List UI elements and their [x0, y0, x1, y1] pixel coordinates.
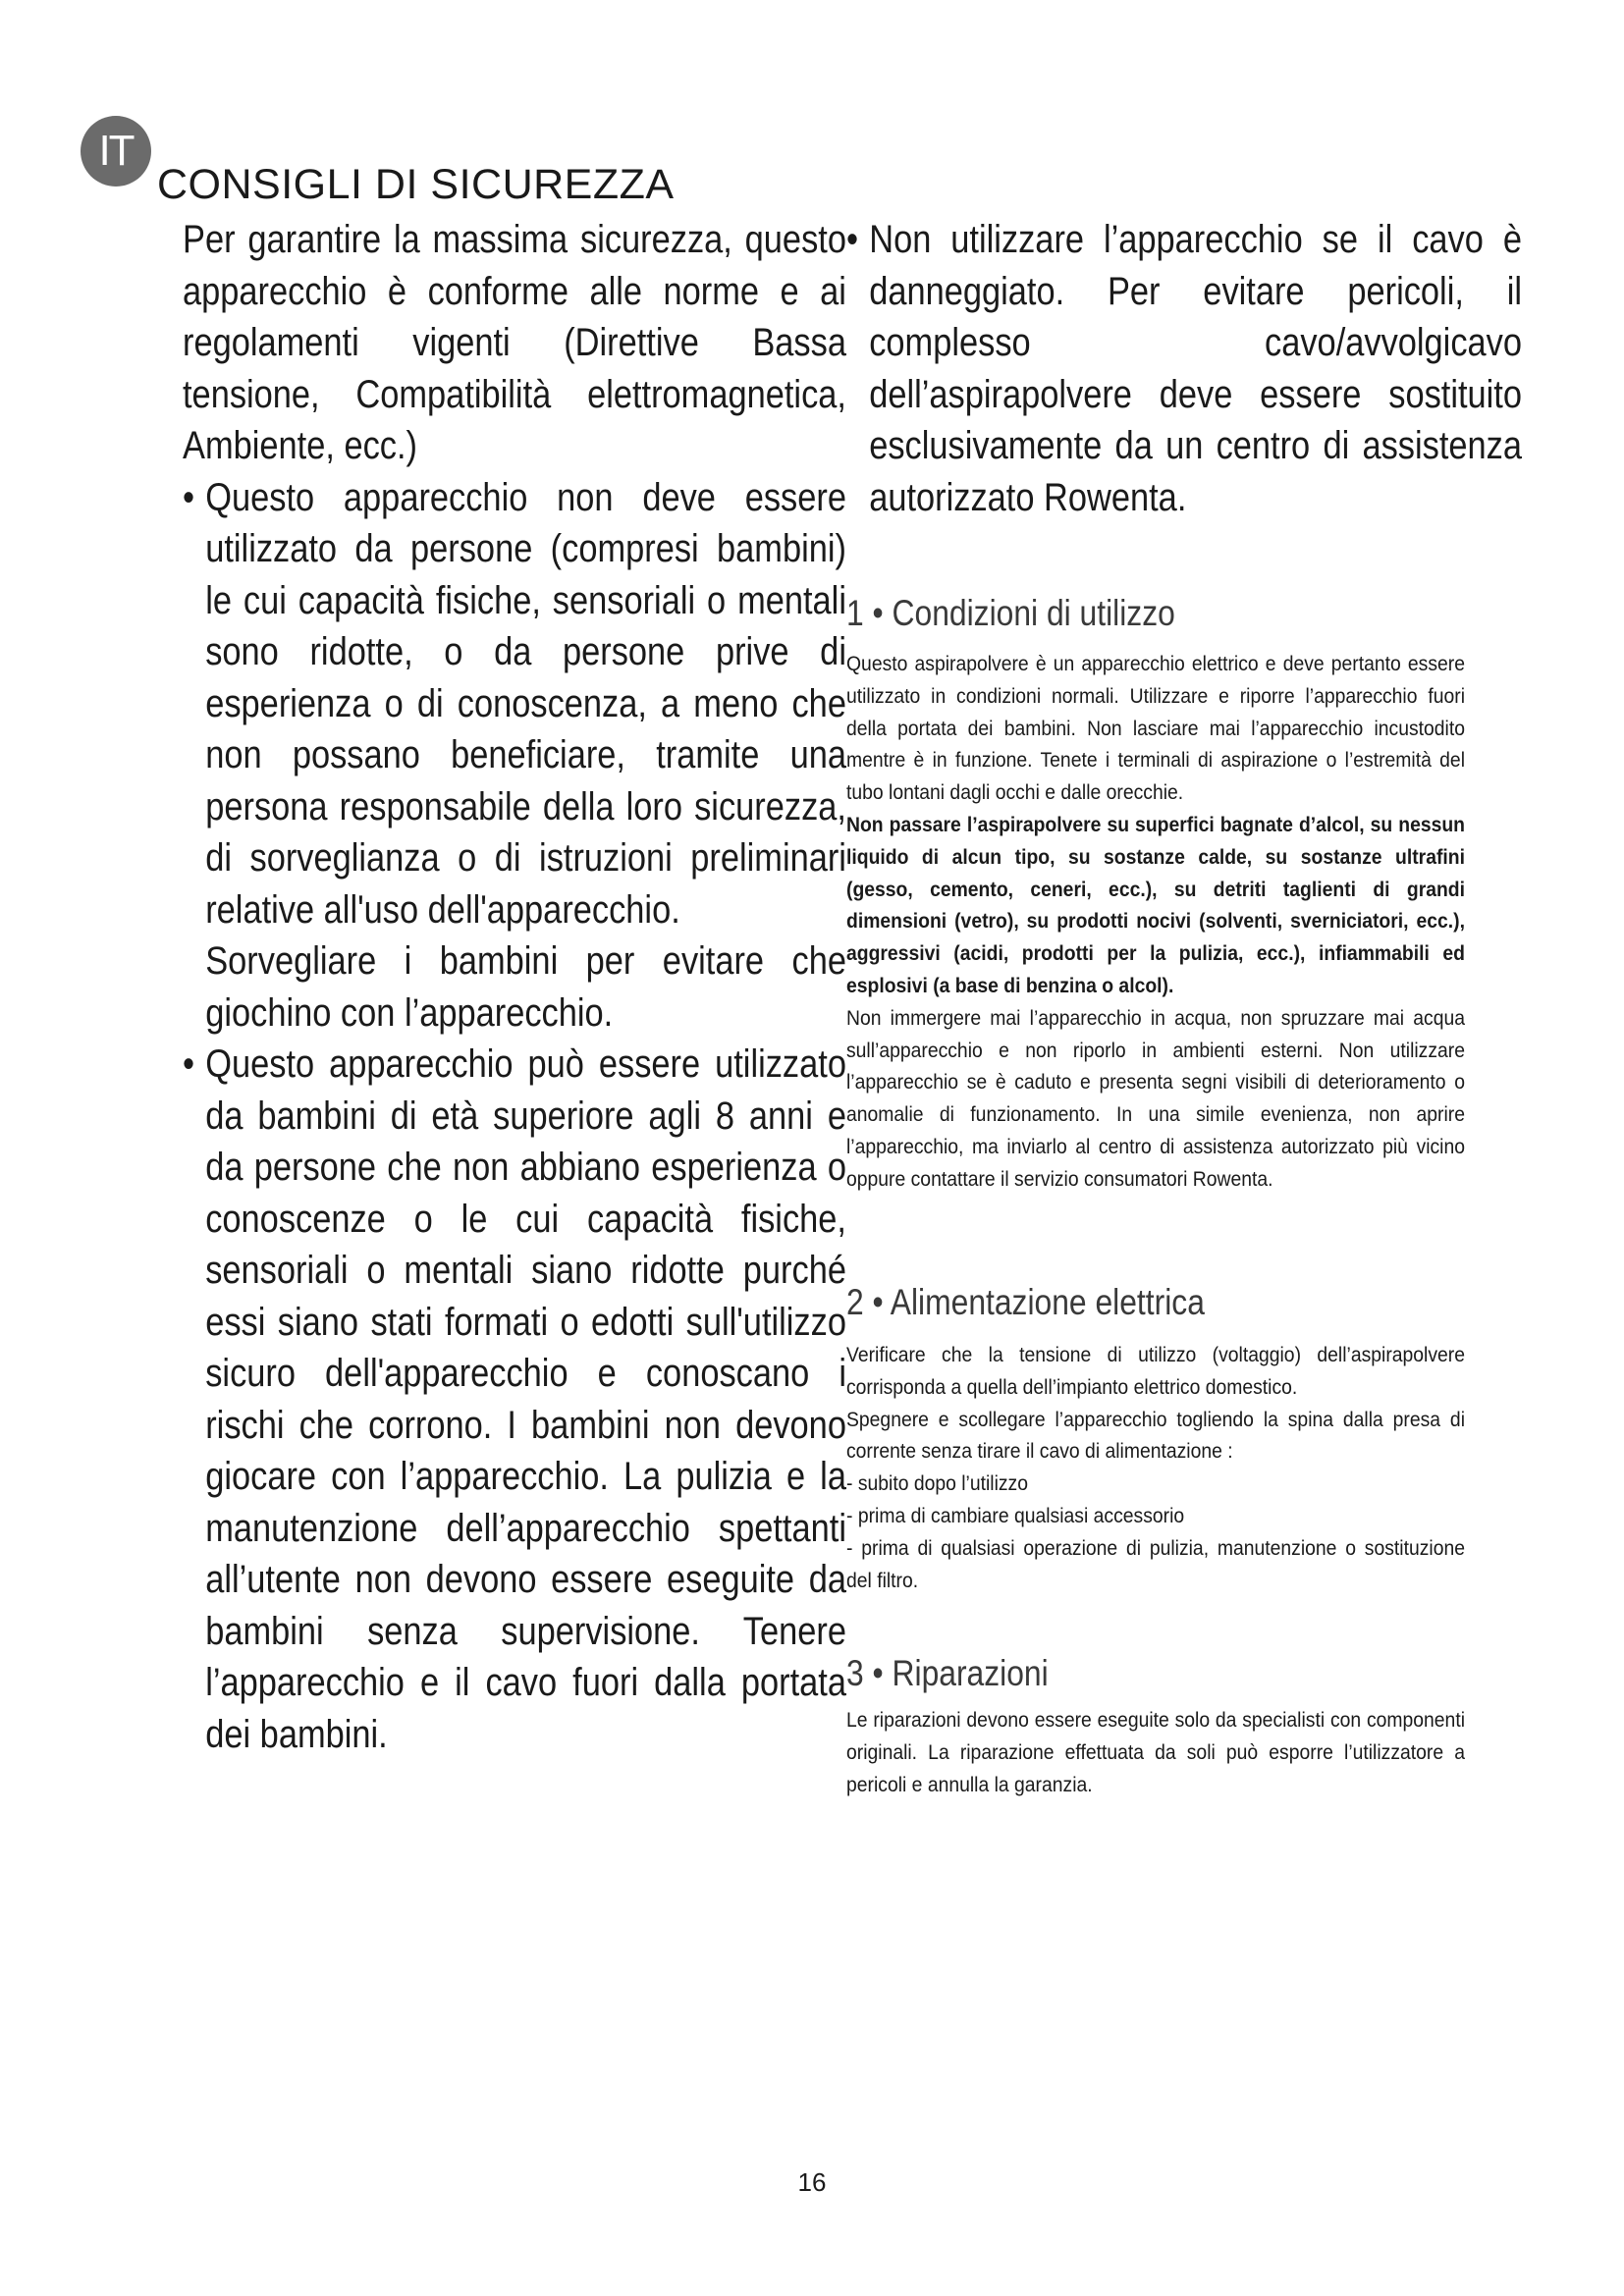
left-column [183, 214, 846, 1760]
power-paragraph: Verificare che la tensione di utilizzo (voltaggio) dell’aspirapolvere corrisponda a quella dell’impianto elettrico domestico. [846, 1343, 1465, 1399]
bullet-icon: • [846, 218, 859, 261]
list-item [183, 1039, 846, 1760]
intro-paragraph: Per garantire la massima sicurezza, questo apparecchio è conforme alle norme e ai regolamenti vigenti (Direttive Bassa tensione, Compatibilità elettromagnetica, Ambiente, ecc.) [183, 218, 846, 467]
list-item [183, 472, 846, 1040]
power-list-item: - subito dopo l’utilizzo [846, 1471, 1029, 1496]
usage-paragraph: Non immergere mai l’apparecchio in acqua, non spruzzare mai acqua sull’apparecchio e non riporlo in ambienti esterni. Non utilizzare l’apparecchio se è caduto e presenta segni visibili di deterioramento o anomalie di funzionamento. In una simile evenienza, non aprire l’apparecchio, ma inviarlo al centro di assistenza autorizzato più vicino oppure contattare il servizio consumatori Rowenta. [846, 1005, 1465, 1191]
bullet-followup-text: Sorvegliare i bambini per evitare che giochino con l’apparecchio. [205, 939, 846, 1035]
right-column [846, 214, 1520, 523]
bullet-icon: • [183, 475, 195, 519]
power-list-item: - prima di cambiare qualsiasi accessorio [846, 1503, 1185, 1527]
cable-warning-item [846, 214, 1522, 523]
section-heading-power: 2 • Alimentazione elettrica [846, 1282, 1205, 1322]
section-heading-usage: 1 • Condizioni di utilizzo [846, 593, 1175, 633]
repairs-paragraph: Le riparazioni devono essere eseguite solo da specialisti con componenti originali. La riparazione effettuata da soli può esporre l’utilizzatore a pericoli e annulla la garanzia. [846, 1708, 1465, 1796]
cable-warning-text: Non utilizzare l’apparecchio se il cavo è danneggiato. Per evitare pericoli, il complesso cavo/avvolgicavo dell’aspirapolvere deve essere sostituito esclusivamente da un centro di assistenza autorizzato Rowenta. [869, 218, 1522, 519]
usage-paragraph: Questo aspirapolvere è un apparecchio elettrico e deve pertanto essere utilizzato in condizioni normali. Utilizzare e riporre l’apparecchio fuori della portata dei bambini. Non lasciare mai l’apparecchio incustodito mentre è in funzione. Tenete i terminali di aspirazione o l’estremità del tubo lontani dagli occhi e dalle orecchie. [846, 652, 1465, 805]
power-paragraph: Spegnere e scollegare l’apparecchio togliendo la spina dalla presa di corrente senza tirare il cavo di alimentazione : [846, 1407, 1465, 1464]
section-body-usage [846, 648, 1465, 1196]
usage-warning-bold: Non passare l’aspirapolvere su superfici bagnate d’alcol, su nessun liquido di alcun tipo, su sostanze calde, su sostanze ultrafini (gesso, cemento, ceneri, ecc.), su detriti taglienti di grandi dimensioni (vetro), su prodotti nocivi (solventi, sverniciatori, ecc.), aggressivi (acidi, prodotti per la pulizia, ecc.), infiammabili ed esplosivi (a base di benzina o alcol). [846, 812, 1465, 997]
section-body-repairs [846, 1704, 1465, 1800]
bullet-text: Questo apparecchio può essere utilizzato da bambini di età superiore agli 8 anni e da persone che non abbiano esperienza o conoscenze o le cui capacità fisiche, sensoriali o mentali siano ridotte purché essi siano stati formati o edotti sull'utilizzo sicuro dell'apparecchio e conoscano i rischi che corrono. I bambini non devono giocare con l’apparecchio. La pulizia e la manutenzione dell’apparecchio spettanti all’utente non devono essere eseguite da bambini senza supervisione. Tenere l’apparecchio e il cavo fuori dalla portata dei bambini. [205, 1042, 846, 1756]
page-number: 16 [797, 2167, 827, 2197]
section-heading-repairs: 3 • Riparazioni [846, 1653, 1049, 1693]
language-badge: IT [81, 116, 151, 187]
bullet-icon: • [183, 1042, 195, 1086]
power-list-item: - prima di qualsiasi operazione di pulizia, manutenzione o sostituzione del filtro. [846, 1535, 1465, 1592]
bullet-text: Questo apparecchio non deve essere utilizzato da persone (compresi bambini) le cui capacità fisiche, sensoriali o mentali sono ridotte, o da persone prive di esperienza o di conoscenza, a meno che non possano beneficiare, tramite una persona responsabile della loro sicurezza, di sorveglianza o di istruzioni preliminari relative all'uso dell'apparecchio. [205, 475, 846, 932]
section-body-power [846, 1339, 1465, 1596]
page-title: CONSIGLI DI SICUREZZA [157, 161, 675, 208]
